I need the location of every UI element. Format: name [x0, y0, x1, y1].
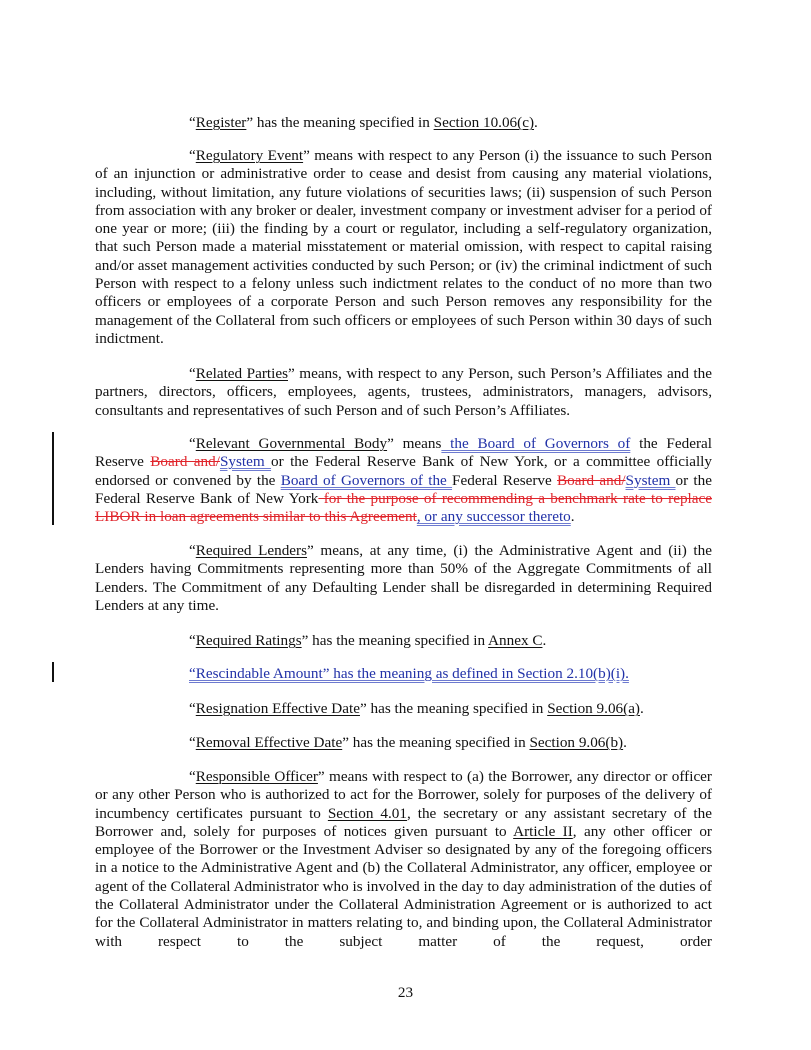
section-reference-link[interactable]: Section 10.06(c) [433, 114, 535, 131]
definition-register: “Register” has the meaning specified in Section 10.06(c). [189, 114, 538, 131]
tracked-insertion: System [625, 471, 676, 489]
tracked-insertion: System [219, 453, 272, 471]
defined-term: Relevant Governmental Body [195, 435, 388, 452]
tracked-insertion: , or any successor thereto [416, 508, 571, 526]
change-bar [52, 662, 54, 682]
tracked-insertion: Board of Governors of the [280, 471, 453, 489]
defined-term: Register [195, 114, 247, 131]
tracked-insertion: the Board of Governors of [441, 435, 631, 452]
definition-required-ratings: “Required Ratings” has the meaning specified in Annex C. [189, 632, 547, 649]
section-reference-link[interactable]: Section 9.06(b) [529, 734, 624, 751]
section-reference-link[interactable]: Section 9.06(a) [547, 700, 640, 717]
annex-reference-link[interactable]: Annex C [488, 632, 543, 649]
definition-relevant-governmental-body: “Relevant Governmental Body” means the Board of Governors of the Federal Reserve Board and/System or the Federal Reserve Bank of New York, or a committee officially endorsed or convened by the Board of Governors of the Federal Reserve Board and/System or the Federal Reserve Bank of New York for the purpose of recommending a benchmark rate to replace LIBOR in loan agreements similar to this Agreement, or any successor thereto. [95, 435, 713, 526]
defined-term: Responsible Officer [195, 768, 318, 785]
defined-term: Required Ratings [195, 632, 302, 649]
article-reference-link[interactable]: Article II [513, 822, 573, 840]
defined-term: Required Lenders [195, 542, 308, 559]
defined-term: Resignation Effective Date [195, 700, 360, 717]
change-bar [52, 432, 54, 525]
defined-term: Removal Effective Date [195, 734, 343, 751]
defined-term: Regulatory Event [195, 147, 304, 164]
definition-resignation-effective-date: “Resignation Effective Date” has the meaning specified in Section 9.06(a). [189, 700, 644, 717]
tracked-deletion: for the purpose of recommending a benchmark rate to replace LIBOR in loan agreements similar to this Agreement [95, 489, 712, 526]
tracked-deletion: Board and/ [557, 471, 626, 489]
definition-required-lenders: “Required Lenders” means, at any time, (i) the Administrative Agent and (ii) the Lenders having Commitments representing more than 50% of the Aggregate Commitments of all Lenders. The Commitment of any Defaulting Lender shall be disregarded in determining Required Lenders at any time. [95, 542, 712, 614]
definition-removal-effective-date: “Removal Effective Date” has the meaning specified in Section 9.06(b). [189, 734, 627, 751]
defined-term: Related Parties [195, 365, 288, 382]
definition-rescindable-amount [95, 665, 712, 683]
page-number: 23 [397, 984, 414, 1001]
tracked-deletion: Board and/ [150, 453, 220, 471]
section-reference-link[interactable]: Section 4.01 [327, 804, 407, 822]
definition-related-parties: “Related Parties” means, with respect to any Person, such Person’s Affiliates and the partners, directors, officers, employees, agents, trustees, administrators, managers, advisors, consultants and representatives of such Person and of such Person’s Affiliates. [95, 365, 712, 419]
definition-responsible-officer: “Responsible Officer” means with respect to (a) the Borrower, any director or officer or any other Person who is authorized to act for the Borrower, solely for purposes of the delivery of incumbency certificates pursuant to Section 4.01, the secretary or any assistant secretary of the Borrower and, solely for purposes of notices given pursuant to Article II, any other officer or employee of the Borrower or the Investment Adviser so designated by any of the foregoing officers in a notice to the Administrative Agent and (b) the Collateral Administrator, any officer, employee or agent of the Collateral Administrator who is involved in the day to day administration of the duties of the Collateral Administrator under the Collateral Administration Agreement or is authorized to act for the Collateral Administrator in matters relating to, and binding upon, the Collateral Administrator with respect to the subject matter of the request, order [95, 768, 712, 950]
tracked-insertion: “Rescindable Amount” has the meaning as defined in Section 2.10(b)(i). [189, 665, 629, 682]
definition-regulatory-event: “Regulatory Event” means with respect to any Person (i) the issuance to such Person of an injunction or administrative order to cease and desist from causing any material violations, including, without limitation, any future violations of securities laws; (ii) suspension of such Person from association with any broker or dealer, investment company or investment adviser for a period of one year or more; (iii) the finding by a court or regulator, including a self-regulatory organization, that such Person made a material misstatement or material omission, with respect to capital raising and/or asset management activities conducted by such Person; or (iv) the criminal indictment of such Person with respect to a felony unless such indictment relates to the conduct of no more than two officers or employees of a corporate Person and such Person removes any responsibility for the management of the Collateral from such officers or employees of such Person within 30 days of such indictment. [95, 147, 712, 347]
